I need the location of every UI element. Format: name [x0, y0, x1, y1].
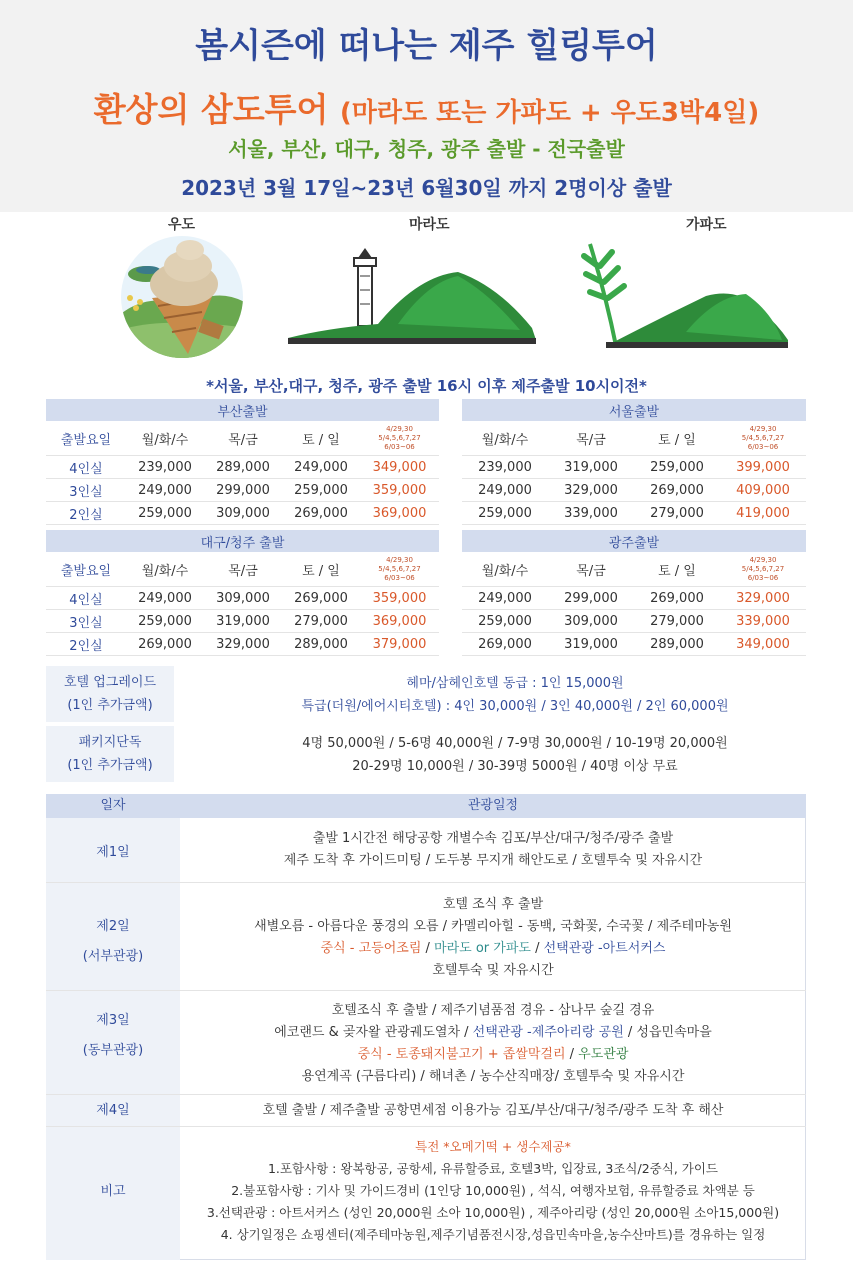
package-private-subtitle: (1인 추가금액) [67, 758, 153, 773]
price-table-busan [46, 399, 439, 525]
price-cell: 309,000 [204, 502, 282, 525]
price-cell: 309,000 [204, 587, 282, 610]
price-cell: 369,000 [360, 610, 439, 633]
table-row [46, 456, 439, 479]
package-private-line: 20-29명 10,000원 / 30-39명 5000원 / 40명 이상 무료 [352, 759, 678, 774]
row-label: 2인실 [46, 502, 126, 525]
notes-line: 1.포함사항 : 왕복항공, 공항세, 유류할증료, 호텔3박, 입장료, 3조식/2중식, 가이드 [267, 1161, 718, 1176]
day3-subtitle: (동부관광) [82, 1043, 144, 1058]
price-cell: 319,000 [548, 633, 634, 656]
itinerary-line: 호텔투숙 및 자유시간 [432, 963, 554, 978]
price-cell: 289,000 [282, 633, 360, 656]
separator: / [530, 941, 544, 956]
price-cell: 289,000 [634, 633, 720, 656]
price-cell: 259,000 [462, 610, 548, 633]
table-row [462, 633, 806, 656]
header-cell: 4/29,30 5/4,5,6,7,27 6/03~06 [360, 552, 439, 587]
header-cell: 출발요일 [46, 421, 126, 456]
price-cell: 249,000 [462, 587, 548, 610]
header-cell: 목/금 [204, 552, 282, 587]
header-cell: 4/29,30 5/4,5,6,7,27 6/03~06 [360, 421, 439, 456]
hotel-upgrade-subtitle: (1인 추가금액) [67, 698, 153, 713]
notes-content [180, 1136, 806, 1246]
day4-label: 제4일 [96, 1103, 130, 1118]
day1-label: 제1일 [96, 845, 130, 860]
header-cell: 월/화/수 [462, 421, 548, 456]
header-cell: 목/금 [548, 421, 634, 456]
hotel-upgrade-title: 호텔 업그레이드 [63, 675, 157, 690]
header-cell: 4/29,30 5/4,5,6,7,27 6/03~06 [720, 552, 806, 587]
itinerary-line [180, 1022, 806, 1044]
row-label: 4인실 [46, 587, 126, 610]
table-row [46, 502, 439, 525]
price-cell: 259,000 [126, 502, 204, 525]
price-cell: 289,000 [204, 456, 282, 479]
itinerary-line [180, 938, 806, 960]
table-caption: 부산출발 [46, 399, 439, 421]
itinerary-line: 제주 도착 후 가이드미팅 / 도두봉 무지개 해안도로 / 호텔투숙 및 자유시간 [283, 853, 703, 868]
price-cell: 269,000 [282, 587, 360, 610]
hotel-upgrade-line: 헤마/삼헤인호텔 동급 : 1인 15,000원 [406, 676, 624, 691]
price-cell: 349,000 [720, 633, 806, 656]
island-label-udo: 우도 [168, 217, 196, 233]
row-label: 3인실 [46, 479, 126, 502]
optional-tour-text: 선택관광 -제주아리랑 공원 [472, 1025, 624, 1040]
price-cell: 279,000 [634, 610, 720, 633]
header-cell: 토 / 일 [282, 421, 360, 456]
price-table-gwangju [462, 530, 806, 656]
price-cell: 249,000 [282, 456, 360, 479]
price-cell: 259,000 [126, 610, 204, 633]
departure-notice: *서울, 부산,대구, 청주, 광주 출발 16시 이후 제주출발 10시이전* [206, 377, 647, 395]
day3-label [46, 1006, 180, 1066]
price-cell: 249,000 [126, 479, 204, 502]
header-cell: 목/금 [548, 552, 634, 587]
day2-itinerary [180, 894, 806, 982]
day1-itinerary [180, 828, 806, 872]
itinerary-line: 새별오름 - 아름다운 풍경의 오름 / 카멜리아힐 - 동백, 국화꽃, 수국꽃 / 제주테마농원 [254, 919, 732, 934]
departure-cities: 서울, 부산, 대구, 청주, 광주 출발 - 전국출발 [228, 137, 625, 161]
table-caption: 대구/청주 출발 [46, 530, 439, 552]
price-cell: 249,000 [462, 479, 548, 502]
header-cell: 목/금 [204, 421, 282, 456]
table-row [462, 610, 806, 633]
price-table-daegu [46, 530, 439, 656]
price-cell: 369,000 [360, 502, 439, 525]
price-cell: 339,000 [720, 610, 806, 633]
schedule-col-itinerary: 관광일정 [467, 798, 519, 813]
table-row [462, 479, 806, 502]
itinerary-line: 호텔조식 후 출발 / 제주기념품점 경유 - 삼나무 숲길 경유 [331, 1003, 655, 1018]
udo-illustration [118, 236, 248, 358]
price-cell: 269,000 [462, 633, 548, 656]
day2-title: 제2일 [96, 919, 130, 934]
price-cell: 309,000 [548, 610, 634, 633]
price-cell: 319,000 [204, 610, 282, 633]
hotel-upgrade-line: 특급(더원/에어시티호텔) : 4인 30,000원 / 3인 40,000원 / 2인 60,000원 [301, 699, 729, 714]
island-label-gapado: 가파도 [686, 217, 727, 233]
itinerary-segment: 에코랜드 & 곶자왈 관광궤도열차 / [274, 1025, 473, 1040]
gapado-illustration [576, 236, 790, 352]
header-cell: 4/29,30 5/4,5,6,7,27 6/03~06 [720, 421, 806, 456]
island-label-marado: 마라도 [409, 217, 450, 233]
hotel-upgrade-details [180, 672, 850, 718]
itinerary-line: 호텔 조식 후 출발 [442, 897, 544, 912]
day4-itinerary [180, 1100, 806, 1122]
optional-tour-text: 선택관광 -아트서커스 [543, 941, 666, 956]
table-row [462, 587, 806, 610]
divider [46, 882, 806, 883]
schedule-col-day: 일자 [100, 798, 126, 813]
divider [46, 990, 806, 991]
price-cell: 249,000 [126, 587, 204, 610]
price-cell: 329,000 [548, 479, 634, 502]
package-private-line: 4명 50,000원 / 5-6명 40,000원 / 7-9명 30,000원 / 10-19명 20,000원 [302, 736, 728, 751]
header-cell: 토 / 일 [634, 421, 720, 456]
divider [46, 1094, 806, 1095]
header-cell: 토 / 일 [634, 552, 720, 587]
header-cell: 월/화/수 [126, 552, 204, 587]
notes-line: 4. 상기일정은 쇼핑센터(제주테마농원,제주기념품전시장,성읍민속마을,농수산마트)를 경유하는 일정 [220, 1227, 766, 1242]
package-private-details [180, 732, 850, 778]
table-caption: 광주출발 [462, 530, 806, 552]
price-cell: 349,000 [360, 456, 439, 479]
price-cell: 379,000 [360, 633, 439, 656]
table-row [46, 587, 439, 610]
price-cell: 239,000 [462, 456, 548, 479]
tour-period: 2023년 3월 17일~23년 6월30일 까지 2명이상 출발 [181, 176, 672, 200]
price-cell: 399,000 [720, 456, 806, 479]
price-cell: 329,000 [720, 587, 806, 610]
price-cell: 299,000 [548, 587, 634, 610]
price-cell: 269,000 [126, 633, 204, 656]
header-cell: 월/화/수 [462, 552, 548, 587]
price-cell: 259,000 [634, 456, 720, 479]
price-cell: 269,000 [282, 502, 360, 525]
tour-name-main: 환상의 삼도투어 [93, 90, 329, 129]
price-cell: 239,000 [126, 456, 204, 479]
row-label: 2인실 [46, 633, 126, 656]
table-row [462, 502, 806, 525]
itinerary-line: 호텔 출발 / 제주출발 공항면세점 이용가능 김포/부산/대구/청주/광주 도착 후 해산 [262, 1103, 724, 1118]
day2-subtitle: (서부관광) [82, 949, 144, 964]
hotel-upgrade-label [46, 666, 174, 722]
price-cell: 329,000 [204, 633, 282, 656]
price-cell: 359,000 [360, 479, 439, 502]
table-row [46, 479, 439, 502]
divider [46, 1126, 806, 1127]
package-private-title: 패키지단독 [78, 735, 142, 750]
page-title: 봄시즌에 떠나는 제주 힐링투어 [195, 26, 658, 66]
tour-name-paren: (마라도 또는 가파도 + 우도3박4일) [339, 98, 760, 128]
price-cell: 419,000 [720, 502, 806, 525]
price-cell: 319,000 [548, 456, 634, 479]
price-table-seoul [462, 399, 806, 525]
itinerary-segment: / 성읍민속마을 [623, 1025, 712, 1040]
special-benefit: 특전 *오메기떡 + 생수제공* [415, 1139, 571, 1154]
price-cell: 409,000 [720, 479, 806, 502]
day3-itinerary [180, 1000, 806, 1088]
price-cell: 269,000 [634, 587, 720, 610]
price-cell: 269,000 [634, 479, 720, 502]
separator: / [421, 941, 435, 956]
header-cell: 출발요일 [46, 552, 126, 587]
marado-illustration [288, 246, 536, 346]
itinerary-line: 출발 1시간전 해당공항 개별수속 김포/부산/대구/청주/광주 출발 [312, 831, 674, 846]
header-cell: 토 / 일 [282, 552, 360, 587]
day2-label [46, 912, 180, 972]
price-cell: 259,000 [462, 502, 548, 525]
package-private-label [46, 726, 174, 782]
lunch-text: 중식 - 고등어조림 [320, 941, 422, 956]
itinerary-line: 용연계곡 (구름다리) / 해녀촌 / 농수산직매장/ 호텔투숙 및 자유시간 [301, 1069, 685, 1084]
price-cell: 279,000 [282, 610, 360, 633]
table-caption: 서울출발 [462, 399, 806, 421]
header-cell: 월/화/수 [126, 421, 204, 456]
notes-line: 2.불포함사항 : 기사 및 가이드경비 (1인당 10,000원) , 석식, 여행자보험, 유류할증료 차액분 등 [231, 1183, 755, 1198]
lunch-text: 중식 - 토종돼지불고기 + 좁쌀막걸리 [357, 1047, 566, 1062]
row-label: 4인실 [46, 456, 126, 479]
notes-label: 비고 [100, 1184, 126, 1199]
price-cell: 279,000 [634, 502, 720, 525]
notes-line: 3.선택관광 : 아트서커스 (성인 20,000원 소아 10,000원) , 제주아리랑 (성인 20,000원 소아15,000원) [206, 1205, 780, 1220]
price-cell: 339,000 [548, 502, 634, 525]
price-cell: 359,000 [360, 587, 439, 610]
separator: / [565, 1047, 579, 1062]
udo-tour-text: 우도관광 [578, 1047, 629, 1062]
table-row [46, 633, 439, 656]
price-cell: 259,000 [282, 479, 360, 502]
itinerary-line [180, 1044, 806, 1066]
row-label: 3인실 [46, 610, 126, 633]
price-cell: 299,000 [204, 479, 282, 502]
tour-name [0, 84, 853, 131]
table-row [462, 456, 806, 479]
island-choice-text: 마라도 or 가파도 [434, 941, 531, 956]
table-row [46, 610, 439, 633]
header-banner [0, 0, 853, 212]
day3-title: 제3일 [96, 1013, 130, 1028]
